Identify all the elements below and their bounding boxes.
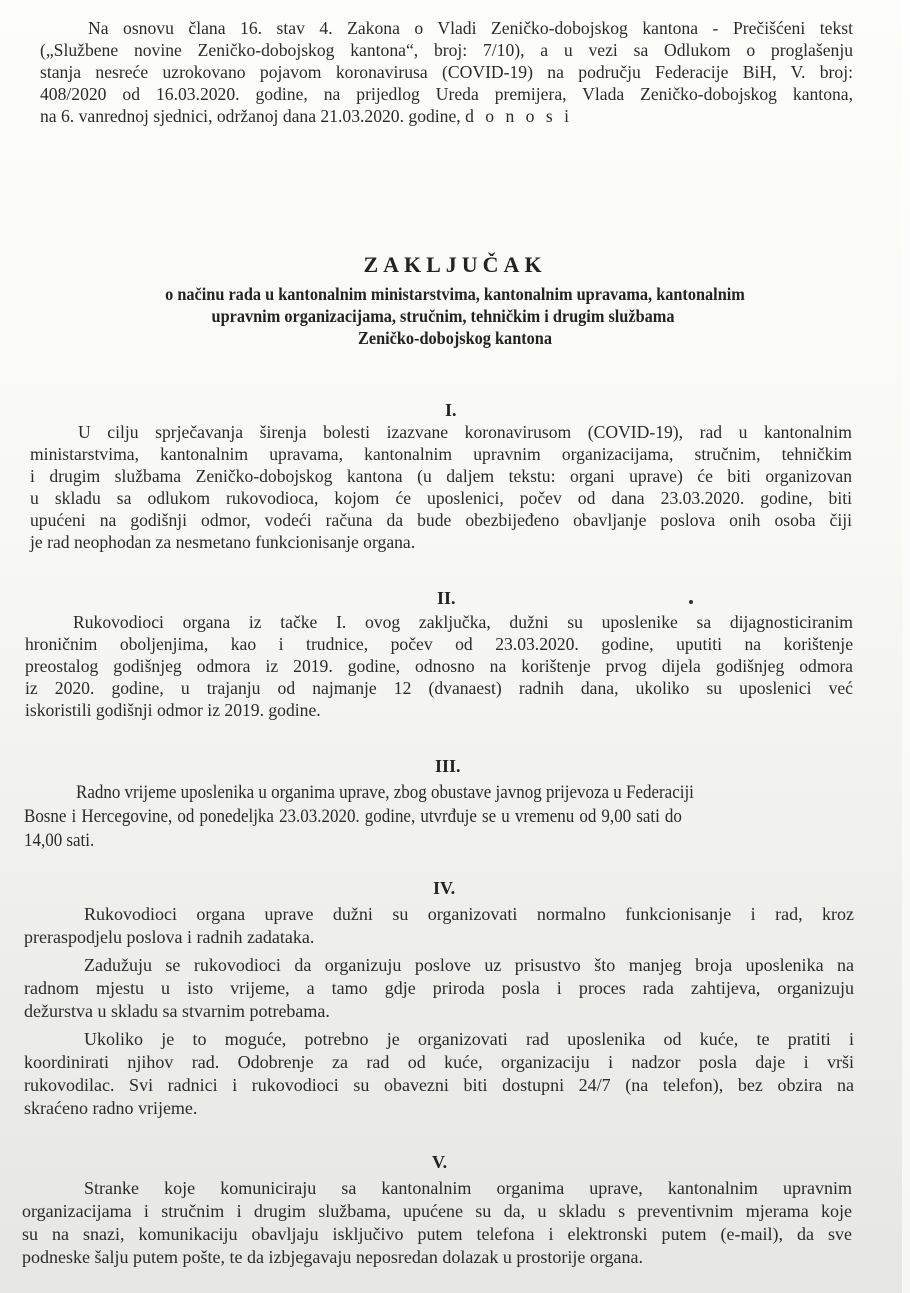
section-line: podneske šalju putem pošte, te da izbjegavaju neposredan dolazak u prostorije organa. — [22, 1247, 643, 1267]
section-line: upućeni na godišnji odmor, vodeći računa da bude obezbijeđeno obavljanje poslova onih osoba čiji — [30, 510, 852, 530]
preamble-line: Na osnovu člana 16. stav 4. Zakona o Vladi Zeničko-dobojskog kantona - Prečišćeni tekst — [88, 18, 853, 38]
preamble-line: stanja nesreće uzrokovano pojavom koronavirusa (COVID-19) na području Federacije BiH, V. broj: — [40, 62, 853, 82]
section-line: radnom mjestu u isto vrijeme, a tamo gdje priroda posla i proces rada zahtijeva, organizuju — [24, 978, 854, 998]
section-number: V. — [432, 1152, 448, 1172]
section-line: iskoristili godišnji odmor iz 2019. godine. — [25, 700, 321, 720]
section-line: su na snazi, komunikaciju obavljaju isključivo putem telefona i elektronski putem (e-mail), da sve — [22, 1224, 852, 1244]
section-line: hroničnim oboljenjima, kao i trudnice, počev od 23.03.2020. godine, uputiti na korištenje — [25, 634, 853, 654]
section-line: Bosne i Hercegovine, od ponedeljka 23.03.2020. godine, utvrđuje se u vremenu od 9,00 sati do — [24, 806, 682, 827]
section-line: dežurstva u skladu sa stvarnim potrebama. — [24, 1001, 330, 1021]
section-number: III. — [435, 756, 461, 776]
section-line: koordinirati njihov rad. Odobrenje za rad od kuće, organizaciju i nadzor posla daje i vrši — [24, 1052, 854, 1072]
section-line: Rukovodioci organa uprave dužni su organizovati normalno funkcionisanje i rad, kroz — [84, 904, 854, 924]
section-line: Rukovodioci organa iz tačke I. ovog zaključka, dužni su uposlenike sa dijagnosticiranim — [73, 612, 853, 632]
section-line: Stranke koje komuniciraju sa kantonalnim organima uprave, kantonalnim upravnim — [84, 1178, 852, 1198]
section-line: u skladu sa odlukom rukovodioca, kojom će uposlenici, počev od dana 23.03.2020. godine, biti — [30, 488, 852, 508]
section-number: IV. — [433, 878, 456, 898]
preamble-line: („Službene novine Zeničko-dobojskog kantona“, broj: 7/10), a u vezi sa Odlukom o proglašenju — [40, 40, 853, 60]
preamble-last-text: na 6. vanrednoj sjednici, održanoj dana 21.03.2020. godine, — [40, 106, 461, 126]
subtitle-line: upravnim organizacijama, stručnim, tehničkim i drugim službama — [211, 306, 675, 326]
document-title: ZAKLJUČAK — [363, 252, 547, 277]
section-line: je rad neophodan za nesmetano funkcionisanje organa. — [30, 532, 416, 552]
section-line: rukovodilac. Svi radnici i rukovodioci su obavezni biti dostupni 24/7 (na telefon), bez obzira na — [24, 1075, 854, 1095]
section-number: II. — [437, 588, 456, 608]
section-line: 14,00 sati. — [24, 830, 95, 851]
section-number: I. — [445, 400, 457, 420]
section-line: ministarstvima, kantonalnim upravama, kantonalnim upravnim organizacijama, stručnim, tehničkim — [30, 444, 852, 464]
section-line: preraspodjelu poslova i radnih zadataka. — [24, 927, 315, 947]
section-line: i drugim službama Zeničko-dobojskog kantona (u daljem tekstu: organi uprave) će biti organizovan — [30, 466, 852, 486]
donosi-text: d o n o s i — [465, 106, 573, 126]
section-line: Ukoliko je to moguće, potrebno je organizovati rad uposlenika od kuće, te pratiti i — [84, 1029, 854, 1049]
subtitle-line: Zeničko-dobojskog kantona — [357, 328, 552, 348]
section-line: skraćeno radno vrijeme. — [24, 1098, 198, 1118]
speck-mark — [689, 600, 693, 604]
section-line: preostalog godišnjeg odmora iz 2019. godine, odnosno na korištenje prvog dijela godišnjeg odmora — [25, 656, 853, 676]
preamble-line — [40, 106, 573, 127]
section-line: U cilju sprječavanja širenja bolesti izazvane koronavirusom (COVID-19), rad u kantonalnim — [78, 422, 852, 442]
section-line: Radno vrijeme uposlenika u organima uprave, zbog obustave javnog prijevoza u Federaciji — [76, 782, 694, 803]
preamble-line: 408/2020 od 16.03.2020. godine, na prijedlog Ureda premijera, Vlada Zeničko-dobojskog kantona, — [40, 84, 853, 104]
section-line: iz 2020. godine, u trajanju od najmanje 12 (dvanaest) radnih dana, ukoliko su uposlenici već — [25, 678, 853, 698]
section-line: organizacijama i stručnim i drugim službama, upućene su da, u skladu s preventivnim mjerama koje — [22, 1201, 852, 1221]
subtitle-line: o načinu rada u kantonalnim ministarstvima, kantonalnim upravama, kantonalnim — [165, 284, 745, 304]
paper-edge — [902, 0, 910, 1293]
section-line: Zadužuju se rukovodioci da organizuju poslove uz prisustvo što manjeg broja uposlenika na — [84, 955, 854, 975]
